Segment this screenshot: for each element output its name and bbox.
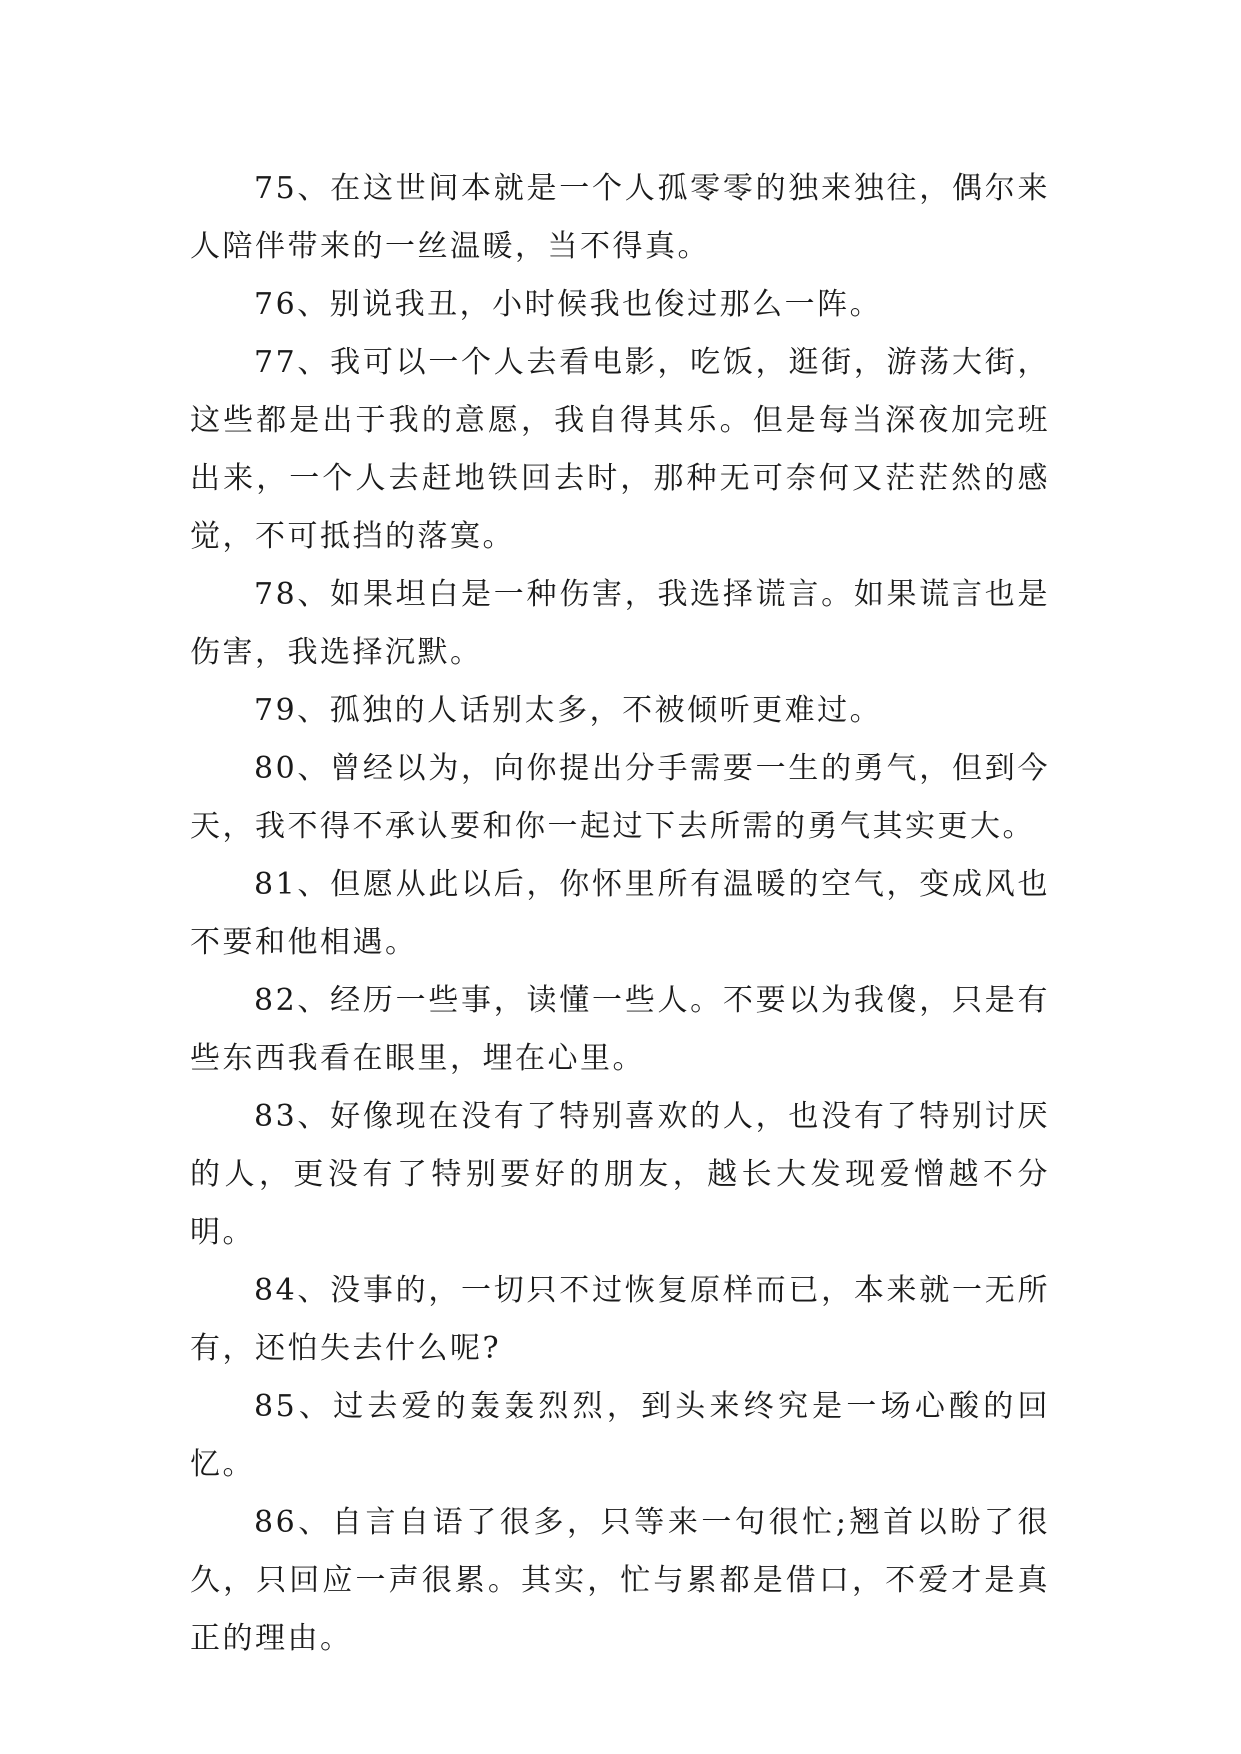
paragraph-86: 86、自言自语了很多，只等来一句很忙;翘首以盼了很久，只回应一声很累。其实，忙与累都是借口，不爱才是真正的理由。 [190, 1505, 1050, 1656]
paragraph-80: 80、曾经以为，向你提出分手需要一生的勇气，但到今天，我不得不承认要和你一起过下去所需的勇气其实更大。 [190, 751, 1050, 844]
paragraph-75: 75、在这世间本就是一个人孤零零的独来独往，偶尔来人陪伴带来的一丝温暖，当不得真。 [190, 171, 1050, 264]
paragraph-85: 85、过去爱的轰轰烈烈，到头来终究是一场心酸的回忆。 [190, 1389, 1050, 1482]
paragraph-77: 77、我可以一个人去看电影，吃饭，逛街，游荡大街，这些都是出于我的意愿，我自得其乐。但是每当深夜加完班出来，一个人去赶地铁回去时，那种无可奈何又茫茫然的感觉，不可抵挡的落寞。 [190, 345, 1050, 554]
paragraph-79: 79、孤独的人话别太多，不被倾听更难过。 [254, 693, 883, 728]
paragraph-82: 82、经历一些事，读懂一些人。不要以为我傻，只是有些东西我看在眼里，埋在心里。 [190, 983, 1050, 1076]
paragraph-81: 81、但愿从此以后，你怀里所有温暖的空气，变成风也不要和他相遇。 [190, 867, 1050, 960]
paragraph-83: 83、好像现在没有了特别喜欢的人，也没有了特别讨厌的人，更没有了特别要好的朋友，越长大发现爱憎越不分明。 [190, 1099, 1050, 1250]
paragraph-84: 84、没事的，一切只不过恢复原样而已，本来就一无所有，还怕失去什么呢? [190, 1273, 1050, 1366]
document-body [190, 160, 1050, 1668]
paragraph-78: 78、如果坦白是一种伤害，我选择谎言。如果谎言也是伤害，我选择沉默。 [190, 577, 1050, 670]
paragraph-76: 76、别说我丑，小时候我也俊过那么一阵。 [254, 287, 883, 322]
